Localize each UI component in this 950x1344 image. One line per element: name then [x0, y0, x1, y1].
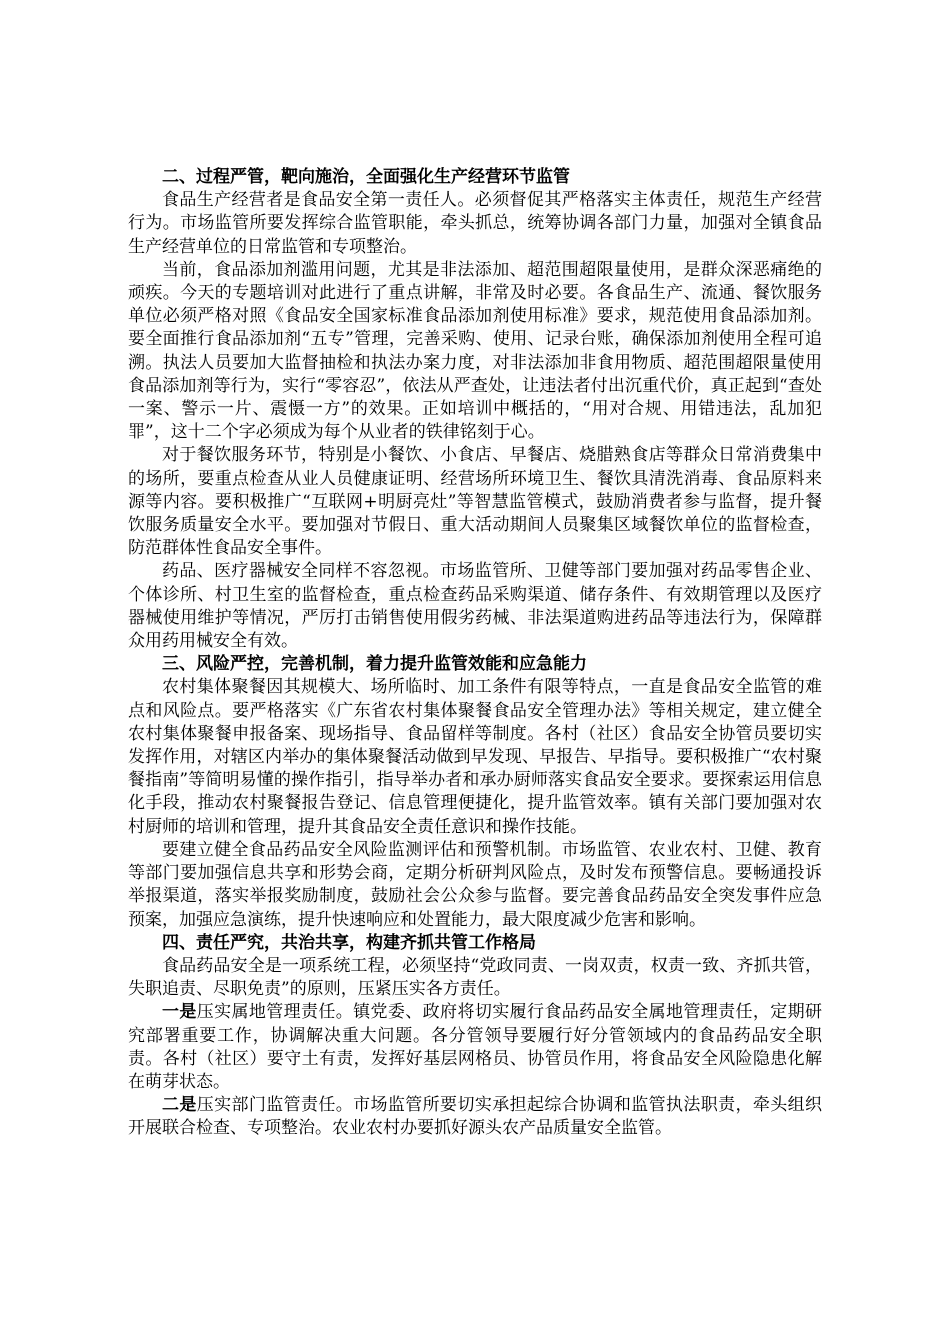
section-2-paragraph-3: 对于餐饮服务环节，特别是小餐饮、小食店、早餐店、烧腊熟食店等群众日常消费集中的场所，要重点检查从业人员健康证明、经营场所环境卫生、餐饮具清洗消毒、食品原料来源等内容。要积极推广“互联网+明厨亮灶”等智慧监管模式，鼓励消费者参与监督，提升餐饮服务质量安全水平。要加强对节假日、重大活动期间人员聚集区域餐饮单位的监督检查，防范群体性食品安全事件。 — [128, 445, 822, 559]
item-1-lead: 一是 — [162, 1002, 197, 1023]
section-4-paragraph-1: 食品药品安全是一项系统工程，必须坚持“党政同责、一岗双责，权责一致、齐抓共管，失职追责、尽职免责”的原则，压紧压实各方责任。 — [128, 955, 822, 1000]
section-3-heading: 三、风险严控，完善机制，着力提升监管效能和应急能力 — [162, 654, 587, 675]
section-4-item-2 — [128, 1094, 822, 1140]
document-page — [128, 166, 822, 1141]
item-2-text: 压实部门监管责任。市场监管所要切实承担起综合协调和监管执法职责，牵头组织开展联合检查、专项整治。农业农村办要抓好源头农产品质量安全监管。 — [128, 1095, 823, 1139]
section-3-paragraph-1: 农村集体聚餐因其规模大、场所临时、加工条件有限等特点，一直是食品安全监管的难点和风险点。要严格落实《广东省农村集体聚餐食品安全管理办法》等相关规定，建立健全农村集体聚餐申报备案、现场指导、食品留样等制度。各村（社区）食品安全协管员要切实发挥作用，对辖区内举办的集体聚餐活动做到早发现、早报告、早指导。要积极推广“农村聚餐指南”等简明易懂的操作指引，指导举办者和承办厨师落实食品安全要求。要探索运用信息化手段，推动农村聚餐报告登记、信息管理便捷化，提升监管效率。镇有关部门要加强对农村厨师的培训和管理，提升其食品安全责任意识和操作技能。 — [128, 677, 822, 837]
section-2-paragraph-1: 食品生产经营者是食品安全第一责任人。必须督促其严格落实主体责任，规范生产经营行为。市场监管所要发挥综合监管职能，牵头抓总，统筹协调各部门力量，加强对全镇食品生产经营单位的日常监管和专项整治。 — [128, 190, 822, 257]
item-2-lead: 二是 — [162, 1095, 197, 1116]
section-2-paragraph-4: 药品、医疗器械安全同样不容忽视。市场监管所、卫健等部门要加强对药品零售企业、个体诊所、村卫生室的监督检查，重点检查药品采购渠道、储存条件、有效期管理以及医疗器械使用维护等情况，严厉打击销售使用假劣药械、非法渠道购进药品等违法行为，保障群众用药用械安全有效。 — [128, 561, 822, 652]
item-1-text: 压实属地管理责任。镇党委、政府将切实履行食品药品安全属地管理责任，定期研究部署重要工作，协调解决重大问题。各分管领导要履行好分管领域内的食品药品安全职责。各村（社区）要守土有责，发挥好基层网格员、协管员作用，将食品安全风险隐患化解在萌芽状态。 — [128, 1002, 823, 1092]
section-4-heading: 四、责任严究，共治共享，构建齐抓共管工作格局 — [162, 932, 536, 953]
section-3-paragraph-2: 要建立健全食品药品安全风险监测评估和预警机制。市场监管、农业农村、卫健、教育等部门要加强信息共享和形势会商，定期分析研判风险点，及时发布预警信息。要畅通投诉举报渠道，落实举报奖励制度，鼓励社会公众参与监督。要完善食品药品安全突发事件应急预案，加强应急演练，提升快速响应和处置能力，最大限度减少危害和影响。 — [128, 839, 822, 930]
section-2-paragraph-2: 当前，食品添加剂滥用问题，尤其是非法添加、超范围超限量使用，是群众深恶痛绝的顽疾。今天的专题培训对此进行了重点讲解，非常及时必要。各食品生产、流通、餐饮服务单位必须严格对照《食品安全国家标准食品添加剂使用标准》要求，规范使用食品添加剂。要全面推行食品添加剂“五专”管理，完善采购、使用、记录台账，确保添加剂使用全程可追溯。执法人员要加大监督抽检和执法办案力度，对非法添加非食用物质、超范围超限量使用食品添加剂等行为，实行“零容忍”，依法从严查处，让违法者付出沉重代价，真正起到“查处一案、警示一片、震慑一方”的效果。正如培训中概括的，“用对合规、用错违法，乱加犯罪”，这十二个字必须成为每个从业者的铁律铭刻于心。 — [128, 259, 822, 443]
section-2-heading: 二、过程严管，靶向施治，全面强化生产经营环节监管 — [162, 167, 570, 187]
section-4-item-1 — [128, 1001, 822, 1094]
